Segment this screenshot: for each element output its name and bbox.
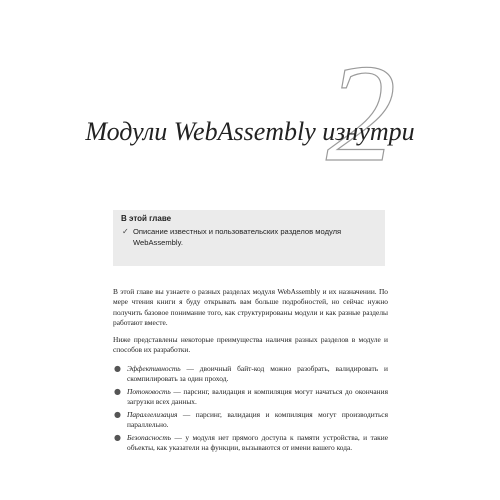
list-item: [127, 410, 388, 431]
box-heading: В этой главе: [121, 214, 172, 223]
check-icon: ✓: [122, 227, 129, 236]
chapter-title: Модули WebAssembly изнутри: [85, 117, 415, 146]
list-item-text: — парсинг, валидация и компиляция могут производиться параллельно.: [127, 410, 388, 430]
bullet-icon: ●: [114, 364, 121, 373]
list-item-text: — у модуля нет прямого доступа к памяти устройства, и такие объекты, как указатели на функции, вызываются от имени вашего кода.: [127, 433, 388, 453]
bullet-icon: ●: [114, 387, 121, 396]
chapter-number: 2: [326, 36, 396, 191]
list-item: [127, 387, 388, 408]
list-item-term: Эффективность: [127, 364, 181, 373]
intro-paragraph: В этой главе вы узнаете о разных разделах модуля WebAssembly и их назначении. По мере чтения книги я буду открывать вам больше подробностей, но сейчас нужно получить базовое понимание того, как структурированы модули и как разные разделы работают вместе.: [113, 287, 388, 328]
list-item-text: — двоичный байт-код можно разобрать, валидировать и скомпилировать за один проход.: [127, 364, 388, 384]
list-item-text: — парсинг, валидация и компиляция могут начаться до окончания загрузки всех данных.: [127, 387, 388, 407]
list-item-term: Безопасность: [127, 433, 172, 442]
bullet-icon: ●: [114, 410, 121, 419]
bullet-icon: ●: [114, 433, 121, 442]
list-item: [127, 364, 388, 385]
advantages-paragraph: Ниже представлены некоторые преимущества наличия разных разделов в модуле и способов их разработки.: [113, 335, 388, 355]
list-item: [127, 433, 388, 454]
box-item: Описание известных и пользовательских разделов модуля WebAssembly.: [133, 227, 342, 247]
list-item-term: Параллелизация: [127, 410, 178, 419]
list-item-term: Потоковость: [127, 387, 171, 396]
